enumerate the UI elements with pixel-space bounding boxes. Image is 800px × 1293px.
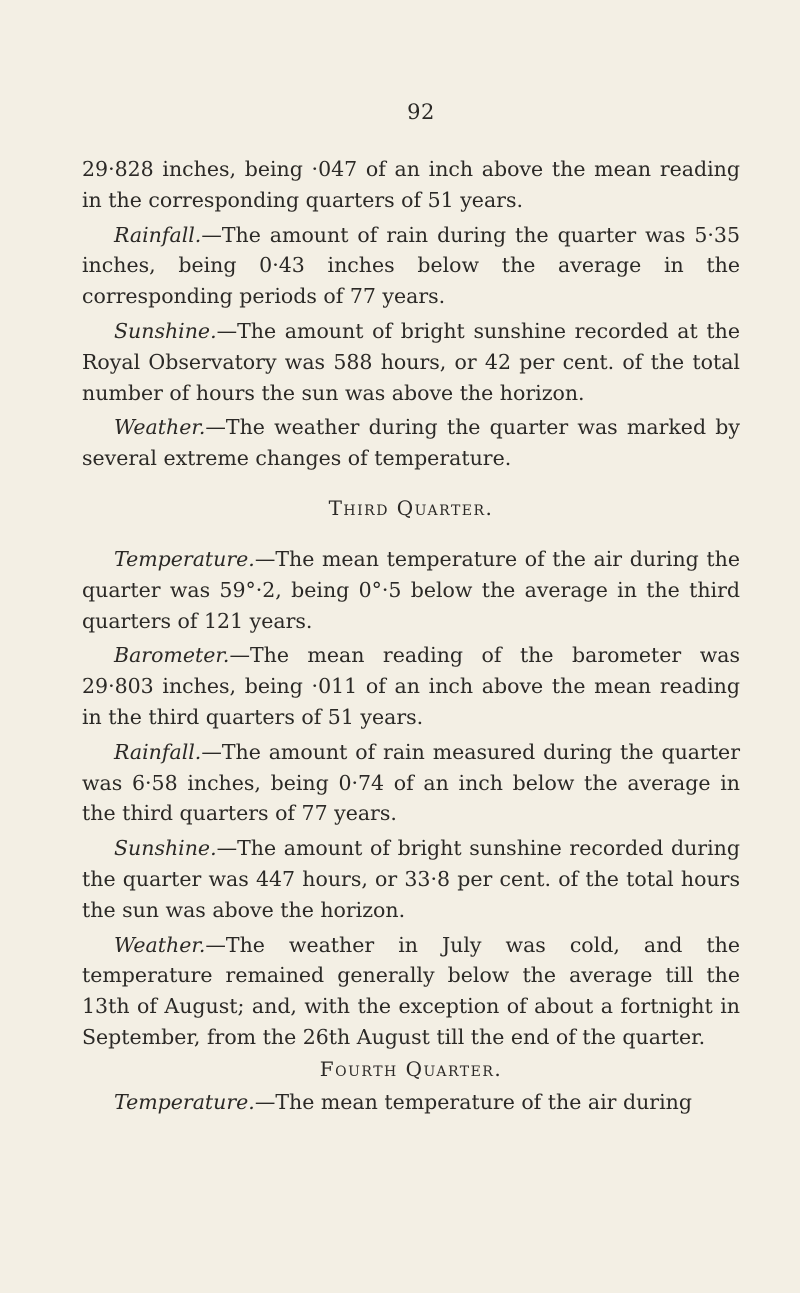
paragraph-text: —The amount of bright sunshine recorded during the quarter was 447 hours, or 33·8 per cent. of the total hours the sun was above the horizon. xyxy=(82,836,740,922)
paragraph-lead: Barometer. xyxy=(114,643,230,668)
paragraph-text: —The weather during the quarter was marked by several extreme changes of temperature. xyxy=(82,415,740,471)
paragraph-text: —The mean temperature of the air during xyxy=(254,1089,692,1114)
paragraph-rainfall-second-quarter xyxy=(82,220,740,312)
paragraph-rainfall-third-quarter xyxy=(82,737,740,829)
paragraph-text: —The amount of bright sunshine recorded at the Royal Observatory was 588 hours, or 42 per cent. of the total number of hours the sun was above the horizon. xyxy=(82,318,740,405)
paragraph-weather-second-quarter xyxy=(82,412,740,474)
paragraph-lead: Sunshine. xyxy=(114,836,217,861)
paragraph-text: 29·828 inches, being ·047 of an inch above the mean reading in the corresponding quarters of 51 years. xyxy=(82,157,740,212)
paragraph-lead: Temperature. xyxy=(114,546,255,571)
paragraph-lead: Weather. xyxy=(114,932,206,957)
paragraph-text: —The amount of rain measured during the quarter was 6·58 inches, being 0·74 of an inch below the average in the third quarters of 77 years. xyxy=(82,739,740,826)
paragraph-temperature-fourth-quarter xyxy=(82,1087,740,1118)
section-heading-fourth-quarter: Fourth Quarter. xyxy=(319,1056,503,1081)
paragraph-text: —The mean temperature of the air during the quarter was 59°·2, being 0°·5 below the average in the third quarters of 121 years. xyxy=(82,546,740,633)
paragraph-lead: Weather. xyxy=(114,415,206,440)
paragraph-text: —The amount of rain during the quarter was 5·35 inches, being 0·43 inches below the average in the corresponding periods of 77 years. xyxy=(82,222,740,309)
paragraph-sunshine-third-quarter xyxy=(82,833,740,925)
page-number: 92 xyxy=(407,100,435,124)
paragraph-text: —The weather in July was cold, and the temperature remained generally below the average till the 13th of August; and, with the exception of about a fortnight in September, from the 26th August till the end of the quarter. xyxy=(82,932,740,1049)
paragraph-barometer-continued xyxy=(82,154,740,216)
paragraph-weather-third-quarter xyxy=(82,930,740,1053)
section-heading-third-quarter: Third Quarter. xyxy=(328,495,494,520)
paragraph-lead: Temperature. xyxy=(114,1089,255,1114)
paragraph-lead: Rainfall. xyxy=(114,222,202,247)
paragraph-sunshine-second-quarter xyxy=(82,316,740,408)
paragraph-lead: Rainfall. xyxy=(114,739,202,764)
paragraph-lead: Sunshine. xyxy=(114,318,217,343)
paragraph-text: —The mean reading of the barometer was 29·803 inches, being ·011 of an inch above the mean reading in the third quarters of 51 years. xyxy=(82,643,740,729)
paragraph-barometer-third-quarter xyxy=(82,640,740,732)
paragraph-temperature-third-quarter xyxy=(82,544,740,636)
